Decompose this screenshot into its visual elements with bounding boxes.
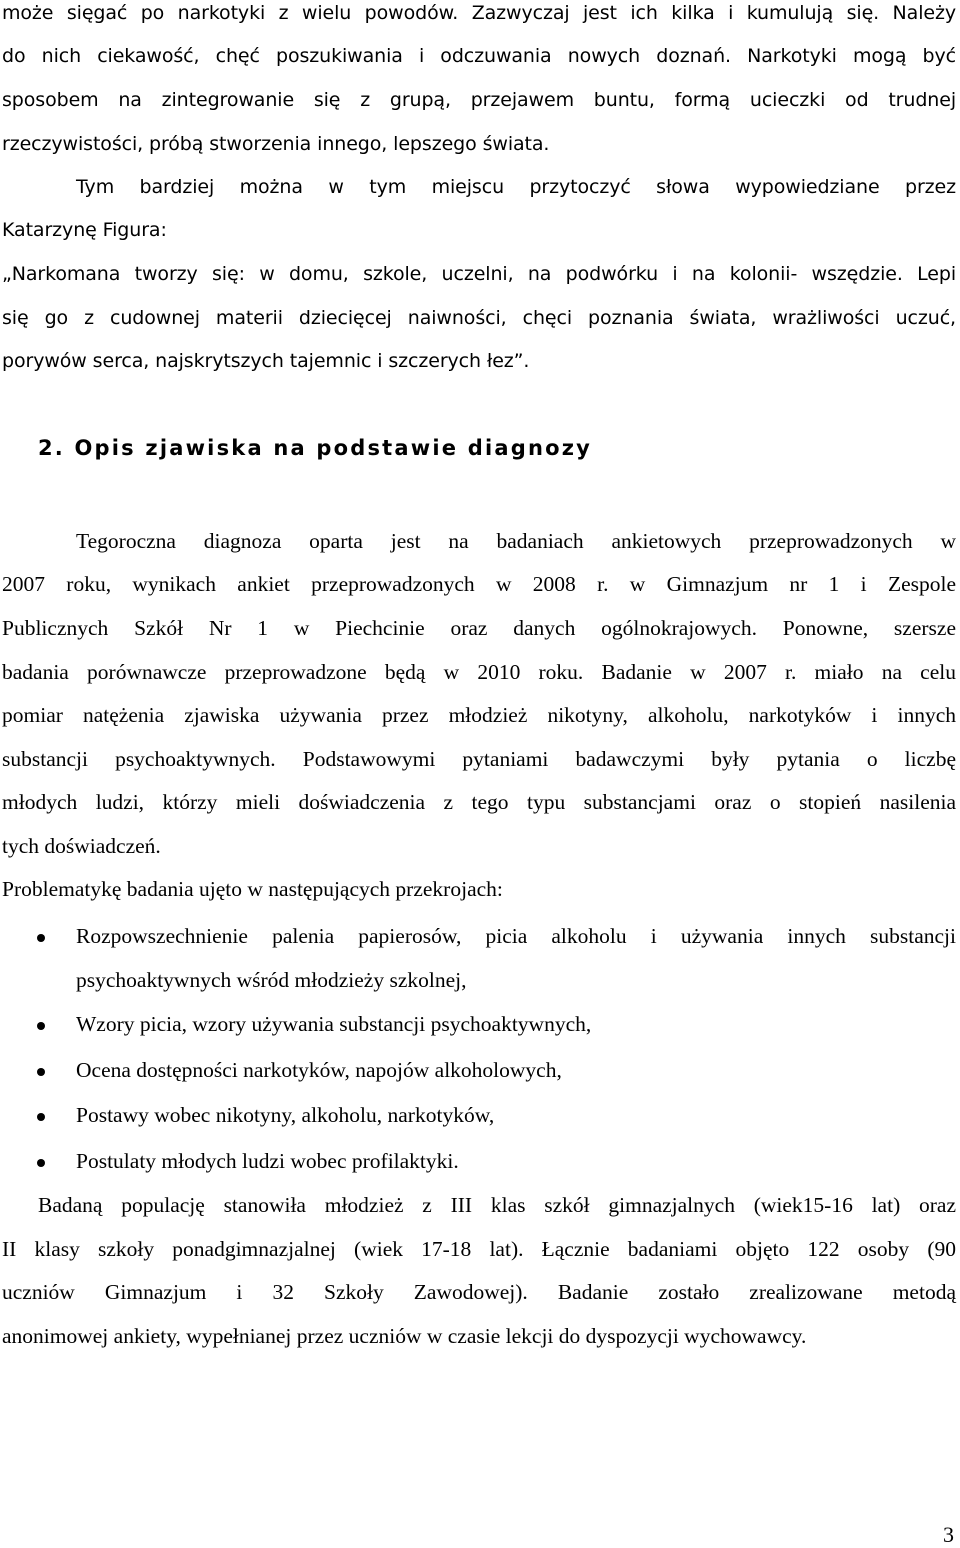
- quote-line: się go z cudownej materii dziecięcej naiwności, chęci poznania świata, wrażliwości uczuć,: [2, 307, 956, 329]
- paragraph-line: pomiar natężenia zjawiska używania przez młodzież nikotyny, alkoholu, narkotyków i innych: [2, 703, 956, 727]
- paragraph-line: Tym bardziej można w tym miejscu przytoczyć słowa wypowiedziane przez: [76, 176, 956, 198]
- paragraph-line: Katarzynę Figura:: [2, 219, 167, 241]
- paragraph-line: młodych ludzi, którzy mieli doświadczenia z tego typu substancjami oraz o stopień nasilenia: [2, 790, 956, 814]
- paragraph-line: 2007 roku, wynikach ankiet przeprowadzonych w 2008 r. w Gimnazjum nr 1 i Zespole: [2, 572, 956, 596]
- bullet-icon: [37, 1068, 45, 1076]
- list-item-text: Postulaty młodych ludzi wobec profilaktyki.: [76, 1149, 459, 1173]
- paragraph-line: Badaną populację stanowiła młodzież z III klas szkół gimnazjalnych (wiek15-16 lat) oraz: [38, 1193, 956, 1217]
- paragraph-line: uczniów Gimnazjum i 32 Szkoły Zawodowej). Badanie zostało zrealizowane metodą: [2, 1280, 956, 1304]
- paragraph-line: II klasy szkoły ponadgimnazjalnej (wiek 17-18 lat). Łącznie badaniami objęto 122 osoby (90: [2, 1237, 956, 1261]
- paragraph-line: badania porównawcze przeprowadzone będą w 2010 roku. Badanie w 2007 r. miało na celu: [2, 660, 956, 684]
- bullet-icon: [37, 1159, 45, 1167]
- list-item-text: psychoaktywnych wśród młodzieży szkolnej,: [76, 968, 467, 992]
- quote-line: „Narkomana tworzy się: w domu, szkole, uczelni, na podwórku i na kolonii- wszędzie. Lepi: [2, 263, 956, 285]
- paragraph-line: sposobem na zintegrowanie się z grupą, przejawem buntu, formą ucieczki od trudnej: [2, 89, 956, 111]
- quote-line: porywów serca, najskrytszych tajemnic i szczerych łez”.: [2, 350, 530, 372]
- paragraph-line: do nich ciekawość, chęć poszukiwania i odczuwania nowych doznań. Narkotyki mogą być: [2, 45, 956, 67]
- section-heading: 2. Opis zjawiska na podstawie diagnozy: [38, 436, 593, 460]
- paragraph-line: substancji psychoaktywnych. Podstawowymi pytaniami badawczymi były pytania o liczbę: [2, 747, 956, 771]
- list-item-text: Rozpowszechnienie palenia papierosów, picia alkoholu i używania innych substancji: [76, 924, 956, 948]
- bullet-icon: [37, 1022, 45, 1030]
- paragraph-line: Publicznych Szkół Nr 1 w Piechcinie oraz danych ogólnokrajowych. Ponowne, szersze: [2, 616, 956, 640]
- page-number: 3: [943, 1522, 954, 1547]
- bullet-icon: [37, 1113, 45, 1121]
- problem-intro: Problematykę badania ujęto w następujących przekrojach:: [2, 877, 503, 901]
- bullet-icon: [37, 934, 45, 942]
- paragraph-line: Tegoroczna diagnoza oparta jest na badaniach ankietowych przeprowadzonych w: [76, 529, 956, 553]
- paragraph-line: rzeczywistości, próbą stworzenia innego, lepszego świata.: [2, 133, 550, 155]
- paragraph-line: może sięgać po narkotyki z wielu powodów. Zazwyczaj jest ich kilka i kumulują się. Należy: [2, 2, 956, 24]
- paragraph-line: tych doświadczeń.: [2, 834, 161, 858]
- list-item-text: Ocena dostępności narkotyków, napojów alkoholowych,: [76, 1058, 562, 1082]
- list-item-text: Postawy wobec nikotyny, alkoholu, narkotyków,: [76, 1103, 495, 1127]
- list-item-text: Wzory picia, wzory używania substancji psychoaktywnych,: [76, 1012, 592, 1036]
- paragraph-line: anonimowej ankiety, wypełnianej przez uczniów w czasie lekcji do dyspozycji wychowawcy.: [2, 1324, 807, 1348]
